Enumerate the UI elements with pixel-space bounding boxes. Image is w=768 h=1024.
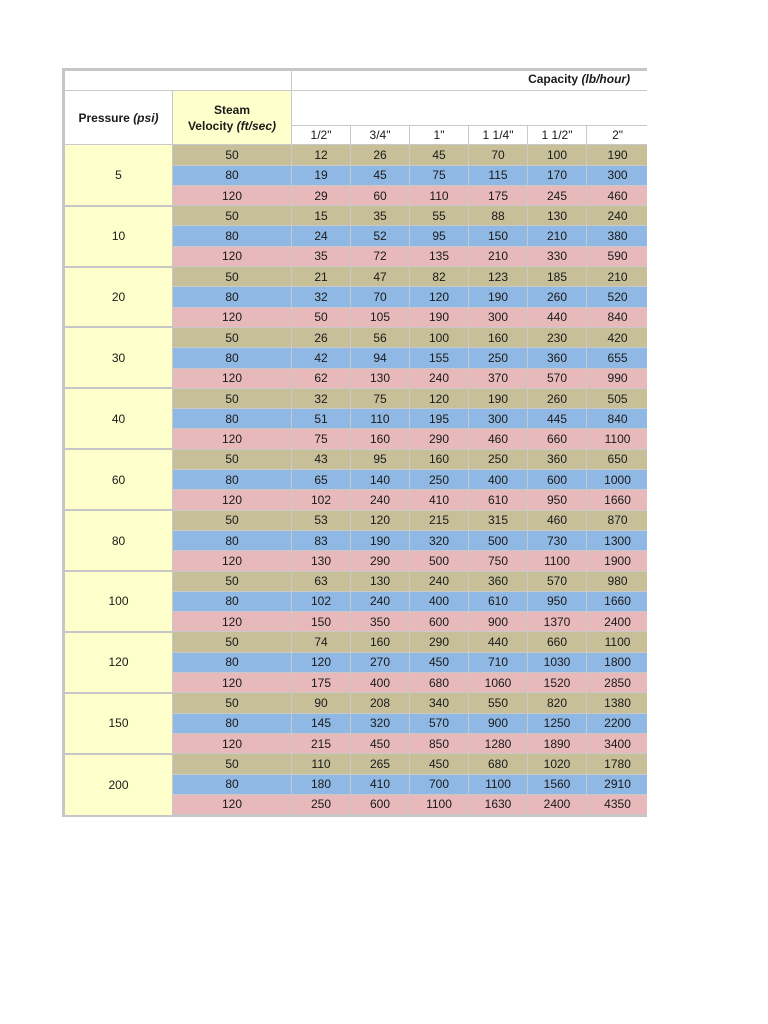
header-row	[64, 91, 648, 126]
header-blank-cell	[292, 91, 648, 126]
velocity-cell: 80	[173, 348, 292, 368]
capacity-cell: 300	[469, 409, 528, 429]
capacity-cell: 195	[410, 409, 469, 429]
velocity-cell: 50	[173, 388, 292, 408]
capacity-cell: 570	[528, 571, 587, 591]
capacity-cell: 1100	[587, 429, 648, 449]
capacity-cell: 1370	[528, 612, 587, 632]
capacity-cell: 2200	[587, 713, 648, 733]
capacity-cell: 300	[469, 307, 528, 327]
velocity-cell: 50	[173, 267, 292, 287]
pressure-cell: 100	[64, 571, 173, 632]
capacity-cell: 83	[292, 530, 351, 550]
capacity-cell: 1560	[528, 774, 587, 794]
capacity-cell: 700	[410, 774, 469, 794]
table-row	[64, 206, 648, 226]
capacity-cell: 1030	[528, 652, 587, 672]
capacity-cell: 460	[587, 185, 648, 205]
table-row	[64, 632, 648, 652]
capacity-cell: 65	[292, 470, 351, 490]
capacity-cell: 460	[469, 429, 528, 449]
capacity-cell: 320	[410, 530, 469, 550]
capacity-cell: 410	[410, 490, 469, 510]
capacity-cell: 270	[351, 652, 410, 672]
capacity-cell: 88	[469, 206, 528, 226]
capacity-cell: 315	[469, 510, 528, 530]
capacity-cell: 990	[587, 368, 648, 388]
capacity-cell: 120	[410, 388, 469, 408]
pipe-size-header: 1 1/4"	[469, 126, 528, 145]
capacity-cell: 2400	[528, 794, 587, 815]
capacity-cell: 400	[351, 673, 410, 693]
table-row	[64, 267, 648, 287]
capacity-cell: 2910	[587, 774, 648, 794]
capacity-cell: 500	[469, 530, 528, 550]
capacity-cell: 160	[469, 327, 528, 347]
capacity-cell: 43	[292, 449, 351, 469]
capacity-cell: 35	[351, 206, 410, 226]
capacity-cell: 1100	[410, 794, 469, 815]
capacity-cell: 1900	[587, 551, 648, 571]
capacity-cell: 210	[469, 246, 528, 266]
capacity-cell: 110	[351, 409, 410, 429]
capacity-cell: 950	[528, 490, 587, 510]
capacity-cell: 115	[469, 165, 528, 185]
velocity-cell: 50	[173, 632, 292, 652]
table-row	[64, 754, 648, 774]
capacity-cell: 15	[292, 206, 351, 226]
capacity-cell: 1630	[469, 794, 528, 815]
capacity-cell: 190	[469, 287, 528, 307]
capacity-cell: 1100	[469, 774, 528, 794]
capacity-cell: 340	[410, 693, 469, 713]
capacity-cell: 110	[292, 754, 351, 774]
capacity-cell: 75	[410, 165, 469, 185]
capacity-cell: 750	[469, 551, 528, 571]
velocity-cell: 50	[173, 206, 292, 226]
capacity-cell: 45	[410, 145, 469, 165]
capacity-cell: 680	[410, 673, 469, 693]
capacity-cell: 140	[351, 470, 410, 490]
capacity-cell: 1000	[587, 470, 648, 490]
pressure-cell: 80	[64, 510, 173, 571]
capacity-cell: 440	[528, 307, 587, 327]
capacity-cell: 215	[410, 510, 469, 530]
pressure-cell: 10	[64, 206, 173, 267]
capacity-cell: 360	[528, 348, 587, 368]
velocity-cell: 120	[173, 794, 292, 815]
capacity-cell: 190	[587, 145, 648, 165]
capacity-cell: 160	[410, 449, 469, 469]
velocity-cell: 80	[173, 591, 292, 611]
capacity-cell: 94	[351, 348, 410, 368]
capacity-cell: 730	[528, 530, 587, 550]
capacity-cell: 51	[292, 409, 351, 429]
pressure-cell: 40	[64, 388, 173, 449]
velocity-cell: 80	[173, 409, 292, 429]
capacity-cell: 330	[528, 246, 587, 266]
capacity-cell: 208	[351, 693, 410, 713]
capacity-cell: 900	[469, 713, 528, 733]
capacity-cell: 47	[351, 267, 410, 287]
capacity-cell: 130	[292, 551, 351, 571]
capacity-cell: 42	[292, 348, 351, 368]
capacity-cell: 35	[292, 246, 351, 266]
capacity-cell: 710	[469, 652, 528, 672]
velocity-cell: 120	[173, 246, 292, 266]
table-row	[64, 693, 648, 713]
velocity-cell: 80	[173, 287, 292, 307]
capacity-cell: 135	[410, 246, 469, 266]
capacity-cell: 820	[528, 693, 587, 713]
pressure-cell: 60	[64, 449, 173, 510]
table-row	[64, 449, 648, 469]
pressure-cell: 30	[64, 327, 173, 388]
capacity-unit: (lb/hour)	[581, 72, 631, 87]
capacity-cell: 70	[351, 287, 410, 307]
capacity-cell: 1100	[528, 551, 587, 571]
capacity-cell: 250	[469, 348, 528, 368]
capacity-cell: 840	[587, 409, 648, 429]
capacity-cell: 600	[410, 612, 469, 632]
pipe-size-header: 1"	[410, 126, 469, 145]
capacity-cell: 245	[528, 185, 587, 205]
velocity-cell: 50	[173, 510, 292, 530]
capacity-cell: 185	[528, 267, 587, 287]
capacity-cell: 1520	[528, 673, 587, 693]
capacity-cell: 55	[410, 206, 469, 226]
capacity-cell: 130	[351, 368, 410, 388]
velocity-cell: 50	[173, 449, 292, 469]
velocity-cell: 120	[173, 612, 292, 632]
capacity-cell: 110	[410, 185, 469, 205]
capacity-cell: 240	[351, 490, 410, 510]
velocity-cell: 120	[173, 551, 292, 571]
pipe-size-header: 1/2"	[292, 126, 351, 145]
capacity-cell: 56	[351, 327, 410, 347]
capacity-cell: 155	[410, 348, 469, 368]
capacity-cell: 75	[292, 429, 351, 449]
capacity-cell: 145	[292, 713, 351, 733]
capacity-cell: 62	[292, 368, 351, 388]
capacity-cell: 420	[587, 327, 648, 347]
capacity-cell: 52	[351, 226, 410, 246]
title-row	[64, 70, 648, 91]
velocity-cell: 120	[173, 368, 292, 388]
capacity-cell: 210	[528, 226, 587, 246]
capacity-cell: 190	[351, 530, 410, 550]
velocity-cell: 50	[173, 327, 292, 347]
capacity-cell: 1250	[528, 713, 587, 733]
capacity-cell: 26	[351, 145, 410, 165]
capacity-cell: 370	[469, 368, 528, 388]
capacity-cell: 190	[410, 307, 469, 327]
velocity-cell: 80	[173, 165, 292, 185]
capacity-label: Capacity	[528, 72, 579, 87]
capacity-cell: 120	[351, 510, 410, 530]
capacity-cell: 53	[292, 510, 351, 530]
velocity-cell: 120	[173, 490, 292, 510]
capacity-cell: 240	[351, 591, 410, 611]
capacity-cell: 1890	[528, 733, 587, 753]
capacity-cell: 175	[292, 673, 351, 693]
capacity-cell: 250	[292, 794, 351, 815]
capacity-cell: 260	[528, 287, 587, 307]
capacity-cell: 900	[469, 612, 528, 632]
capacity-cell: 180	[292, 774, 351, 794]
table-row	[64, 388, 648, 408]
capacity-cell: 1100	[587, 632, 648, 652]
velocity-cell: 80	[173, 774, 292, 794]
capacity-cell: 350	[351, 612, 410, 632]
pipe-size-header: 2"	[587, 126, 648, 145]
capacity-cell: 440	[469, 632, 528, 652]
capacity-cell: 175	[469, 185, 528, 205]
capacity-cell: 450	[410, 754, 469, 774]
capacity-cell: 150	[469, 226, 528, 246]
capacity-cell: 570	[410, 713, 469, 733]
velocity-cell: 50	[173, 693, 292, 713]
capacity-cell: 410	[351, 774, 410, 794]
capacity-cell: 123	[469, 267, 528, 287]
pipe-size-header: 1 1/2"	[528, 126, 587, 145]
capacity-cell: 600	[528, 470, 587, 490]
capacity-cell: 660	[528, 429, 587, 449]
velocity-cell: 80	[173, 652, 292, 672]
capacity-cell: 1660	[587, 490, 648, 510]
velocity-cell: 50	[173, 145, 292, 165]
capacity-cell: 650	[587, 449, 648, 469]
capacity-cell: 240	[410, 368, 469, 388]
capacity-cell: 102	[292, 490, 351, 510]
capacity-cell: 160	[351, 632, 410, 652]
capacity-cell: 60	[351, 185, 410, 205]
capacity-cell: 500	[410, 551, 469, 571]
capacity-cell: 1280	[469, 733, 528, 753]
capacity-cell: 32	[292, 388, 351, 408]
capacity-cell: 240	[587, 206, 648, 226]
pressure-cell: 20	[64, 267, 173, 328]
capacity-cell: 2400	[587, 612, 648, 632]
pressure-cell: 120	[64, 632, 173, 693]
steam-capacity-table	[62, 68, 647, 817]
capacity-cell: 870	[587, 510, 648, 530]
velocity-cell: 80	[173, 226, 292, 246]
capacity-cell: 100	[528, 145, 587, 165]
table-row	[64, 145, 648, 165]
capacity-cell: 980	[587, 571, 648, 591]
capacity-cell: 360	[528, 449, 587, 469]
capacity-cell: 130	[351, 571, 410, 591]
capacity-cell: 75	[351, 388, 410, 408]
capacity-cell: 1300	[587, 530, 648, 550]
capacity-cell: 50	[292, 307, 351, 327]
capacity-cell: 450	[351, 733, 410, 753]
capacity-cell: 2850	[587, 673, 648, 693]
capacity-cell: 29	[292, 185, 351, 205]
velocity-cell: 80	[173, 530, 292, 550]
capacity-cell: 95	[410, 226, 469, 246]
velocity-unit: (ft/sec)	[236, 118, 277, 133]
capacity-cell: 460	[528, 510, 587, 530]
capacity-cell: 290	[351, 551, 410, 571]
pressure-cell: 150	[64, 693, 173, 754]
capacity-cell: 445	[528, 409, 587, 429]
capacity-cell: 105	[351, 307, 410, 327]
velocity-cell: 120	[173, 429, 292, 449]
velocity-label-2: Velocity	[187, 118, 234, 133]
capacity-cell: 190	[469, 388, 528, 408]
velocity-cell: 50	[173, 571, 292, 591]
capacity-cell: 520	[587, 287, 648, 307]
capacity-cell: 130	[528, 206, 587, 226]
steam-capacity-sheet	[62, 68, 647, 817]
capacity-cell: 850	[410, 733, 469, 753]
pipe-size-header: 3/4"	[351, 126, 410, 145]
capacity-cell: 660	[528, 632, 587, 652]
capacity-cell: 150	[292, 612, 351, 632]
capacity-cell: 45	[351, 165, 410, 185]
capacity-cell: 95	[351, 449, 410, 469]
capacity-cell: 265	[351, 754, 410, 774]
capacity-cell: 250	[469, 449, 528, 469]
capacity-cell: 400	[410, 591, 469, 611]
table-row	[64, 510, 648, 530]
capacity-header	[292, 70, 648, 91]
velocity-header	[173, 91, 292, 145]
pressure-header	[64, 91, 173, 145]
capacity-cell: 210	[587, 267, 648, 287]
capacity-cell: 72	[351, 246, 410, 266]
capacity-cell: 655	[587, 348, 648, 368]
velocity-cell: 120	[173, 733, 292, 753]
capacity-cell: 230	[528, 327, 587, 347]
pressure-label: Pressure	[78, 110, 130, 125]
capacity-cell: 600	[351, 794, 410, 815]
capacity-cell: 100	[410, 327, 469, 347]
capacity-cell: 1800	[587, 652, 648, 672]
capacity-cell: 290	[410, 632, 469, 652]
capacity-cell: 90	[292, 693, 351, 713]
capacity-cell: 32	[292, 287, 351, 307]
capacity-cell: 1020	[528, 754, 587, 774]
velocity-cell: 80	[173, 470, 292, 490]
capacity-cell: 1060	[469, 673, 528, 693]
capacity-cell: 290	[410, 429, 469, 449]
capacity-cell: 102	[292, 591, 351, 611]
capacity-cell: 120	[410, 287, 469, 307]
capacity-cell: 450	[410, 652, 469, 672]
capacity-cell: 170	[528, 165, 587, 185]
capacity-cell: 570	[528, 368, 587, 388]
capacity-cell: 82	[410, 267, 469, 287]
capacity-cell: 610	[469, 591, 528, 611]
capacity-cell: 590	[587, 246, 648, 266]
capacity-cell: 3400	[587, 733, 648, 753]
velocity-cell: 120	[173, 185, 292, 205]
pressure-unit: (psi)	[133, 110, 159, 125]
capacity-cell: 380	[587, 226, 648, 246]
capacity-cell: 550	[469, 693, 528, 713]
velocity-cell: 50	[173, 754, 292, 774]
capacity-cell: 120	[292, 652, 351, 672]
capacity-cell: 1780	[587, 754, 648, 774]
capacity-cell: 1660	[587, 591, 648, 611]
table-row	[64, 571, 648, 591]
capacity-cell: 840	[587, 307, 648, 327]
capacity-cell: 250	[410, 470, 469, 490]
capacity-cell: 12	[292, 145, 351, 165]
capacity-cell: 24	[292, 226, 351, 246]
velocity-cell: 120	[173, 673, 292, 693]
capacity-cell: 505	[587, 388, 648, 408]
capacity-cell: 680	[469, 754, 528, 774]
title-blank-cell	[64, 70, 292, 91]
velocity-cell: 120	[173, 307, 292, 327]
capacity-cell: 19	[292, 165, 351, 185]
velocity-cell: 80	[173, 713, 292, 733]
pressure-cell: 200	[64, 754, 173, 816]
capacity-cell: 610	[469, 490, 528, 510]
capacity-cell: 360	[469, 571, 528, 591]
capacity-cell: 70	[469, 145, 528, 165]
capacity-cell: 74	[292, 632, 351, 652]
table-row	[64, 327, 648, 347]
pressure-cell: 5	[64, 145, 173, 206]
capacity-cell: 300	[587, 165, 648, 185]
capacity-cell: 26	[292, 327, 351, 347]
capacity-cell: 4350	[587, 794, 648, 815]
capacity-cell: 240	[410, 571, 469, 591]
capacity-cell: 400	[469, 470, 528, 490]
capacity-cell: 950	[528, 591, 587, 611]
capacity-cell: 320	[351, 713, 410, 733]
capacity-cell: 260	[528, 388, 587, 408]
capacity-cell: 1380	[587, 693, 648, 713]
velocity-label-1: Steam	[213, 102, 251, 117]
capacity-cell: 160	[351, 429, 410, 449]
capacity-cell: 21	[292, 267, 351, 287]
capacity-cell: 63	[292, 571, 351, 591]
capacity-cell: 215	[292, 733, 351, 753]
